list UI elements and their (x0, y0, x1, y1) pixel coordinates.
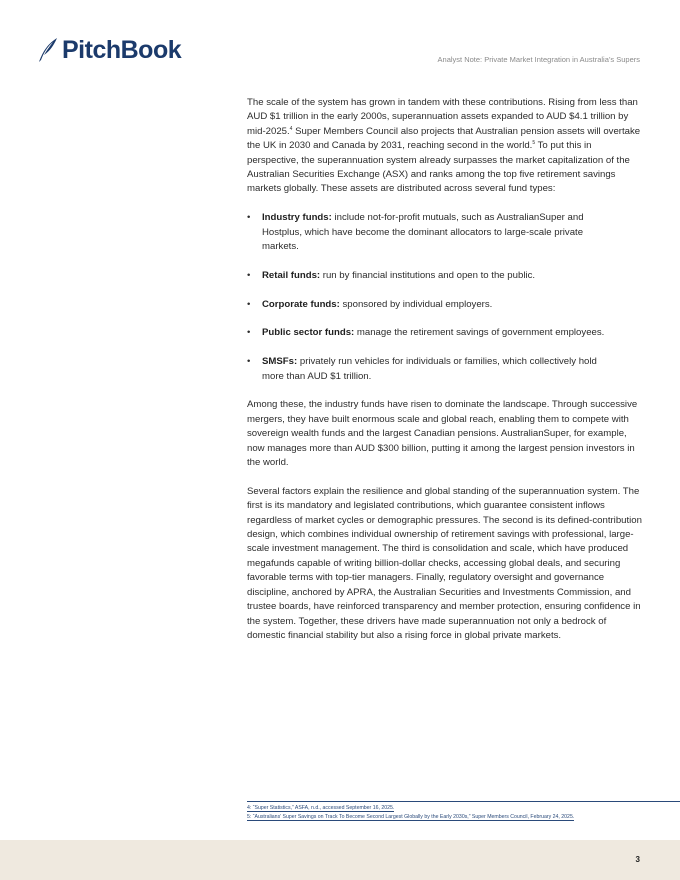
footnote-ref-5[interactable]: 5 (532, 140, 536, 147)
fund-types-list (247, 211, 642, 384)
logo-text: PitchBook (62, 36, 182, 64)
list-item: • Corporate funds: sponsored by individual employers. (247, 298, 642, 312)
list-item: • SMSFs: privately run vehicles for individuals or families, which collectively hold more than AUD $1 trillion. (247, 356, 597, 382)
bullet-icon: • (247, 298, 251, 310)
body-text (247, 96, 642, 658)
bullet-icon: • (247, 356, 251, 368)
bullet-icon: • (247, 269, 251, 281)
footnote-4[interactable]: 4: “Super Statistics,” ASFA, n.d., accessed September 16, 2025. (247, 805, 395, 811)
paragraph-3: Several factors explain the resilience and global standing of the superannuation system. The first is its mandatory and legislated contributions, which guarantee consistent inflows regardless of market cycles or demographic pressures. The second is its defined-contribution design, which combines individual ownership of retirement savings with professional, large-scale investment management. The third is consolidation and scale, which have produced megafunds capable of writing billion-dollar checks, accessing global deals, and securing favorable terms with top-tier managers. Finally, regulatory oversight and governance discipline, anchored by APRA, the Australian Securities and Investments Commission, and trustee boards, have reinforced transparency and member protection, ensuring confidence in the system. Together, these drivers have made superannuation not only a bedrock of domestic financial stability but also a rising force in global private markets. (247, 485, 642, 641)
list-item: • Public sector funds: manage the retirement savings of government employees. (247, 326, 642, 340)
bullet-icon: • (247, 327, 251, 339)
paragraph-2: Among these, the industry funds have risen to dominate the landscape. Through successive mergers, they have built enormous scale and global reach, enabling them to compete with sovereign wealth funds and the largest Canadian pensions. AustralianSuper, for example, now manages more than AUD $300 billion, putting it among the largest pension investors in the world. (247, 399, 638, 469)
bullet-icon: • (247, 212, 251, 224)
footnotes (247, 804, 680, 822)
paragraph-1: The scale of the system has grown in tandem with these contributions. Rising from less than AUD $1 trillion in the early 2000s, superannuation assets expanded to AUD $4.1 trillion by mid-2025.$^4$ Super Members Council also projects that Australian pension assets will overtake the UK in 2030 and Canada by 2031, reaching second in the world.$^5$ To put this in perspective, the superannuation system already surpasses the market capitalization of the Australian Securities Exchange (ASX) and ranks among the top five retirement savings markets globally. These assets are distributed across several fund types: (247, 97, 641, 195)
page-number: 3 (635, 855, 640, 864)
footnote-ref-4[interactable]: 4 (289, 125, 293, 132)
pitchbook-logo (36, 36, 181, 64)
page-footer (0, 840, 680, 880)
footnote-divider (247, 801, 680, 802)
footnote-5[interactable]: 5: “Australians’ Super Savings on Track To Become Second Largest Globally by the Early 2030s,” Super Members Council, February 24, 2025. (247, 814, 575, 820)
list-item: • Retail funds: run by financial institutions and open to the public. (247, 269, 642, 283)
pitchbook-feather-icon (36, 36, 60, 64)
running-header: Analyst Note: Private Market Integration in Australia’s Supers (437, 55, 640, 64)
list-item: • Industry funds: include not-for-profit mutuals, such as AustralianSuper and Hostplus, which have become the dominant allocators to large-scale private markets. (247, 212, 584, 253)
